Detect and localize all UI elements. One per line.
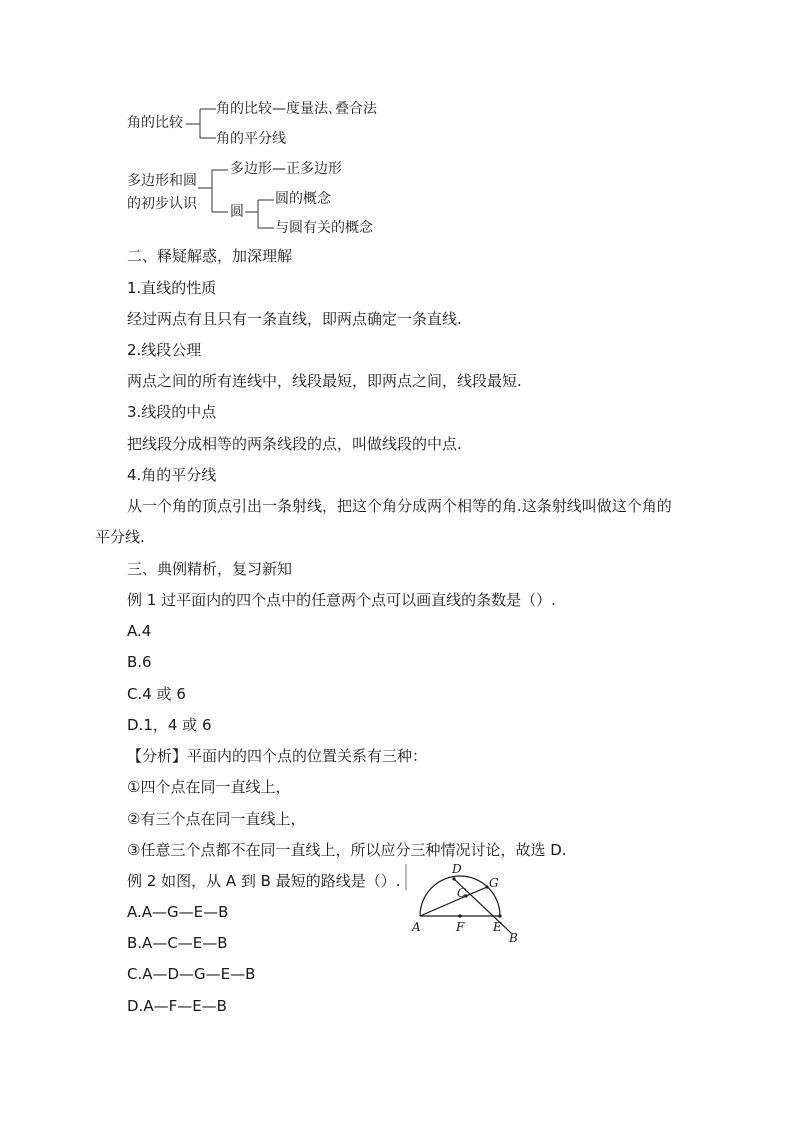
- item1-body: 经过两点有且只有一条直线，即两点确定一条直线.: [127, 310, 462, 328]
- figure-label-E: E: [493, 920, 502, 934]
- figure-label-A: A: [412, 920, 421, 934]
- figure-point-E: [498, 914, 501, 917]
- item3-title: 3.线段的中点: [127, 403, 217, 421]
- example2-option-d: D.A—F—E—B: [127, 997, 227, 1015]
- example1-case3: ③任意三个点都不在同一直线上，所以应分三种情况讨论，故选 D.: [127, 841, 567, 859]
- figure-point-F: [458, 914, 461, 917]
- item4-body-line2: 平分线.: [95, 528, 145, 546]
- tree2-branch1: 多边形—正多边形: [230, 161, 342, 177]
- figure-label-G: G: [489, 876, 499, 890]
- tree2-root-line1: 多边形和圆: [127, 173, 197, 189]
- item1-title: 1.直线的性质: [127, 279, 217, 297]
- figure-label-B: B: [509, 931, 518, 945]
- example1-question: 例 1 过平面内的四个点中的任意两个点可以画直线的条数是（）.: [127, 591, 556, 609]
- tree2-sub2: 与圆有关的概念: [275, 220, 373, 236]
- tree1-root: 角的比较: [127, 115, 183, 131]
- example2-option-c: C.A—D—G—E—B: [127, 965, 256, 983]
- figure-label-F: F: [456, 920, 465, 934]
- item3-body: 把线段分成相等的两条线段的点，叫做线段的中点.: [127, 435, 462, 453]
- example1-case1: ①四个点在同一直线上，: [127, 778, 291, 796]
- figure-label-C: C: [457, 886, 467, 900]
- tree2-root-line2: 的初步认识: [127, 196, 197, 212]
- example2-figure: [405, 860, 530, 950]
- tree1-bracket: [186, 104, 216, 144]
- figure-label-D: D: [452, 862, 462, 876]
- example2-question: 例 2 如图，从 A 到 B 最短的路线是（）.: [127, 872, 401, 890]
- item2-body: 两点之间的所有连线中，线段最短，即两点之间，线段最短.: [127, 372, 522, 390]
- tree1-branch2: 角的平分线: [216, 131, 286, 147]
- figure-point-D: [452, 877, 455, 880]
- item2-title: 2.线段公理: [127, 341, 202, 359]
- tree2-circle: 圆: [230, 204, 244, 220]
- item4-title: 4.角的平分线: [127, 466, 217, 484]
- example2-option-a: A.A—G—E—B: [127, 903, 229, 921]
- example1-option-d: D.1，4 或 6: [127, 716, 212, 734]
- tree2-sub1: 圆的概念: [275, 191, 331, 207]
- example1-analysis: 【分析】平面内的四个点的位置关系有三种：: [127, 747, 428, 765]
- example1-case2: ②有三个点在同一直线上，: [127, 810, 306, 828]
- section2-heading: 二、释疑解惑，加深理解: [127, 247, 293, 265]
- tree1-branch1: 角的比较—度量法､叠合法: [216, 101, 377, 117]
- example1-option-a: A.4: [127, 622, 152, 640]
- example1-option-b: B.6: [127, 653, 152, 671]
- item4-body-line1: 从一个角的顶点引出一条射线，把这个角分成两个相等的角.这条射线叫做这个角的: [127, 497, 672, 515]
- section3-heading: 三、典例精析，复习新知: [127, 560, 293, 578]
- example1-option-c: C.4 或 6: [127, 685, 186, 703]
- example2-option-b: B.A—C—E—B: [127, 934, 228, 952]
